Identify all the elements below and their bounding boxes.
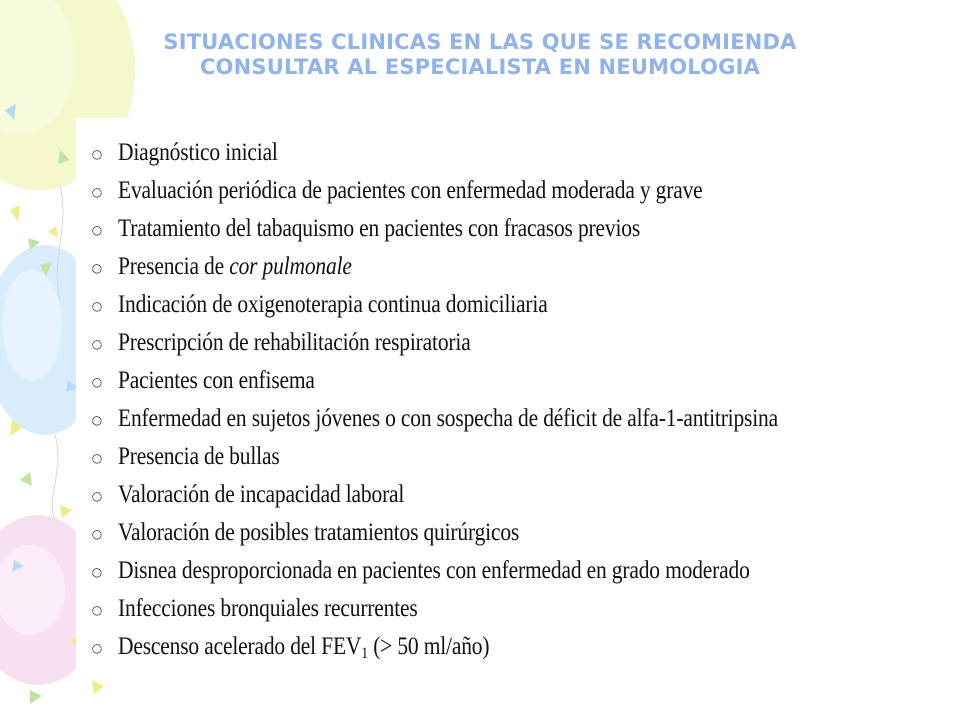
list-item-text: Pacientes con enfisema [118,367,315,394]
bullet-circle-icon: ○ [91,451,103,465]
list-item [76,248,885,286]
list-item-text: Valoración de incapacidad laboral [118,481,405,508]
list-item-text: Evaluación periódica de pacientes con enfermedad moderada y grave [118,177,703,204]
list-item [76,590,885,628]
bullet-circle-icon: ○ [91,299,103,313]
list-item [76,438,885,476]
list-item-text-prefix: Descenso acelerado del FEV [118,633,362,660]
bullet-circle-icon: ○ [91,185,103,199]
list-item-text-italic: cor pulmonale [229,253,352,280]
bullet-circle-icon: ○ [91,527,103,541]
slide-title-line-1: SITUACIONES CLINICAS EN LAS QUE SE RECOMIENDA [163,30,797,54]
bullet-circle-icon: ○ [91,413,103,427]
bullet-circle-icon: ○ [91,489,103,503]
bullet-circle-icon: ○ [91,337,103,351]
list-item [76,552,885,590]
list-item [76,628,885,666]
list-item-text: Tratamiento del tabaquismo en pacientes con fracasos previos [118,215,641,242]
bullet-circle-icon: ○ [91,641,103,655]
confetti [10,205,20,222]
list-item-text: Presencia de bullas [118,443,280,470]
bullet-circle-icon: ○ [91,375,103,389]
list-item [76,362,885,400]
list-item-text: Disnea desproporcionada en pacientes con enfermedad en grado moderado [118,557,750,584]
list-item-text: Indicación de oxigenoterapia continua domiciliaria [118,291,548,318]
list-item [76,476,885,514]
list-item-text [118,633,489,661]
bullet-circle-icon: ○ [91,565,103,579]
list-item [76,286,885,324]
list-item-text: Prescripción de rehabilitación respiratoria [118,329,471,356]
content-panel [76,118,876,678]
list-item [76,172,885,210]
list-item [76,210,885,248]
recommendation-list [76,134,885,666]
list-item-text: Enfermedad en sujetos jóvenes o con sospecha de déficit de alfa-1-antitripsina [118,405,779,432]
list-item [76,400,885,438]
list-item-text [118,253,352,281]
list-item-text: Valoración de posibles tratamientos quirúrgicos [118,519,520,546]
list-item [76,324,885,362]
bullet-circle-icon: ○ [91,147,103,161]
list-item [76,134,885,172]
bullet-circle-icon: ○ [91,603,103,617]
slide-title-line-2: CONSULTAR AL ESPECIALISTA EN NEUMOLOGIA [199,55,761,79]
list-item-text-prefix: Presencia de [118,253,230,280]
list-item-text: Infecciones bronquiales recurrentes [118,595,418,622]
bullet-circle-icon: ○ [91,223,103,237]
list-item-text: Diagnóstico inicial [118,139,278,166]
bullet-circle-icon: ○ [91,261,103,275]
list-item [76,514,885,552]
list-item-text-subscript: 1 [361,645,368,662]
slide-title [0,30,960,80]
list-item-text-suffix: (> 50 ml/año) [367,633,490,660]
